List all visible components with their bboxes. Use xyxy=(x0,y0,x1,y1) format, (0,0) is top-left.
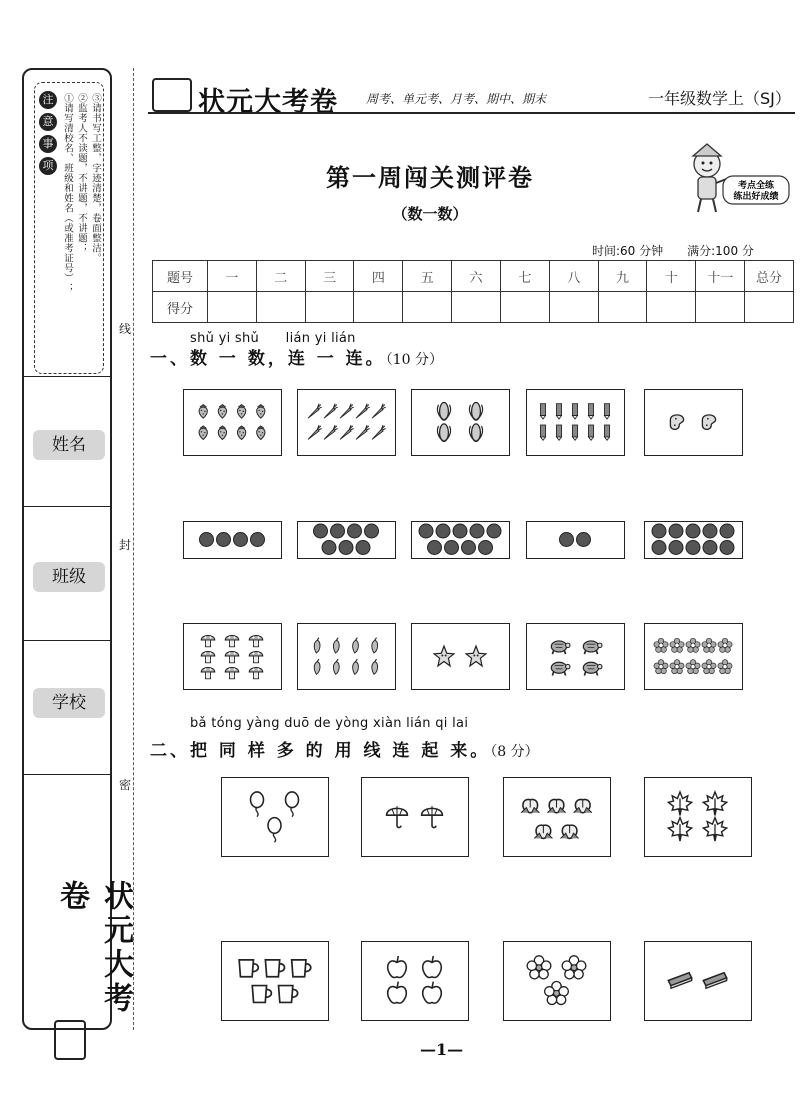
strawberry-icon xyxy=(199,405,207,419)
pencil-icon xyxy=(556,425,561,440)
pencil-icon xyxy=(604,404,609,419)
corn-icon xyxy=(469,424,482,442)
publisher-badge-icon xyxy=(152,78,192,112)
cut-line xyxy=(133,68,134,1030)
count-dot xyxy=(560,533,574,547)
dot-group xyxy=(412,522,508,557)
corn-icon xyxy=(437,403,450,421)
mushroom-icon xyxy=(201,668,215,679)
q1-title-text: 一、数 一 数，连 一 连。 xyxy=(150,349,386,369)
mushroom-icon-group xyxy=(184,624,280,688)
flower-icon xyxy=(702,660,716,674)
count-dot xyxy=(720,524,734,538)
q2-points: （8 分） xyxy=(490,744,539,760)
cup-icon xyxy=(279,986,298,1003)
q1-dot-box[interactable] xyxy=(297,521,396,559)
apple-icon xyxy=(388,956,407,978)
score-row-label: 得分 xyxy=(153,292,208,323)
q1-dot-box[interactable] xyxy=(644,521,743,559)
dot-group xyxy=(645,522,741,557)
score-cell[interactable] xyxy=(403,292,452,323)
count-dot xyxy=(652,524,666,538)
score-header-cell: 总分 xyxy=(745,261,794,292)
q2-picture-box[interactable] xyxy=(644,941,752,1021)
q1-picture-box[interactable] xyxy=(411,623,510,690)
q1-title xyxy=(150,344,443,369)
flower-icon xyxy=(702,638,716,652)
q2-picture-box[interactable] xyxy=(503,941,611,1021)
balloon-icon xyxy=(268,818,281,843)
cut-mark: 线 xyxy=(119,322,132,336)
strip-logo: 状元大考卷 xyxy=(54,880,133,1016)
strawberry-icon xyxy=(257,426,265,440)
peach-icon xyxy=(534,825,552,838)
carrot-icon xyxy=(324,425,338,439)
peanut-icon-group xyxy=(645,390,741,454)
notes-box xyxy=(34,82,104,374)
count-dot xyxy=(720,541,734,555)
score-cell[interactable] xyxy=(500,292,549,323)
score-cell[interactable] xyxy=(598,292,647,323)
cup-icon xyxy=(265,960,284,977)
flower-icon xyxy=(670,638,684,652)
count-dot xyxy=(686,541,700,555)
score-cell[interactable] xyxy=(696,292,745,323)
maple-leaf-icon xyxy=(703,792,726,815)
notes-tag: 意 xyxy=(39,113,57,131)
turtle-icon xyxy=(583,641,602,654)
count-dot xyxy=(419,524,433,538)
tagline: 周考、单元考、月考、期中、期末 xyxy=(366,92,547,106)
apple-icon xyxy=(423,956,442,978)
carrot-icon xyxy=(340,404,354,418)
starfish-icon xyxy=(434,646,454,666)
q1-picture-box[interactable] xyxy=(644,623,743,690)
score-header-cell: 五 xyxy=(403,261,452,292)
brand-title: 状元大考卷 xyxy=(198,87,338,118)
pepper-icon xyxy=(314,659,320,674)
divider xyxy=(24,640,110,641)
cup-icon xyxy=(239,960,258,977)
carrot-icon xyxy=(308,425,322,439)
carrot-icon xyxy=(372,404,386,418)
score-header-cell: 四 xyxy=(354,261,403,292)
carrot-icon xyxy=(340,425,354,439)
count-dot xyxy=(669,524,683,538)
flower-icon xyxy=(686,660,700,674)
score-table xyxy=(152,260,794,323)
strawberry-icon xyxy=(218,426,226,440)
peach-icon-group xyxy=(504,778,609,855)
score-cell[interactable] xyxy=(452,292,501,323)
count-dot xyxy=(251,533,265,547)
pencil-icon xyxy=(604,425,609,440)
q1-dot-box[interactable] xyxy=(526,521,625,559)
score-cell[interactable] xyxy=(208,292,257,323)
mushroom-icon xyxy=(225,668,239,679)
plum-blossom-icon xyxy=(545,982,569,1005)
divider xyxy=(24,774,110,775)
q1-picture-box[interactable] xyxy=(183,389,282,456)
carrot-icon xyxy=(356,404,370,418)
score-cell[interactable] xyxy=(647,292,696,323)
flower-icon xyxy=(718,660,732,674)
mascot-slogan-2: 练出好成绩 xyxy=(733,192,779,202)
count-dot xyxy=(487,524,501,538)
pencil-case-icon xyxy=(703,973,726,989)
cut-mark: 封 xyxy=(119,538,132,552)
score-header-cell: 一 xyxy=(208,261,257,292)
peach-icon xyxy=(574,799,592,812)
count-dot xyxy=(339,541,353,555)
q1-dot-box[interactable] xyxy=(411,521,510,559)
flower-icon-group xyxy=(645,624,741,688)
binding-strip xyxy=(22,68,133,1030)
carrot-icon xyxy=(324,404,338,418)
dot-group xyxy=(298,522,394,557)
count-dot xyxy=(669,541,683,555)
mascot-icon xyxy=(683,138,793,218)
flower-icon xyxy=(670,660,684,674)
flower-icon xyxy=(654,660,668,674)
pencil-icon xyxy=(540,425,545,440)
count-dot xyxy=(314,524,328,538)
pencil-case-icon-group xyxy=(645,942,750,1019)
maple-leaf-icon xyxy=(668,818,691,841)
strawberry-icon xyxy=(218,405,226,419)
maple-leaf-icon xyxy=(668,792,691,815)
pepper-icon xyxy=(333,659,339,674)
count-dot xyxy=(703,541,717,555)
divider xyxy=(24,506,110,507)
dot-group xyxy=(184,522,280,557)
turtle-icon xyxy=(551,641,570,654)
maple-leaf-icon-group xyxy=(645,778,750,855)
score-header-cell: 六 xyxy=(452,261,501,292)
strawberry-icon xyxy=(237,426,245,440)
starfish-icon-group xyxy=(412,624,508,688)
mushroom-icon xyxy=(249,668,263,679)
pencil-icon xyxy=(572,425,577,440)
count-dot xyxy=(322,541,336,555)
count-dot xyxy=(462,541,476,555)
q1-picture-box[interactable] xyxy=(297,389,396,456)
mushroom-icon xyxy=(225,636,239,647)
q1-picture-box[interactable] xyxy=(644,389,743,456)
q2-picture-box[interactable] xyxy=(503,777,611,857)
note-line: ②监考人不读题，不讲题，不讲题； xyxy=(76,93,87,253)
pencil-case-icon xyxy=(668,973,691,989)
count-dot xyxy=(445,541,459,555)
maple-leaf-icon xyxy=(703,818,726,841)
turtle-icon-group xyxy=(527,624,623,688)
cup-icon-group xyxy=(222,942,327,1019)
apple-icon xyxy=(388,982,407,1004)
carrot-icon xyxy=(356,425,370,439)
balloon-icon xyxy=(286,792,299,817)
q2-title-text: 二、把 同 样 多 的 用 线 连 起 来。 xyxy=(150,741,491,761)
pencil-icon xyxy=(572,404,577,419)
notes-tag: 事 xyxy=(39,135,57,153)
peach-icon xyxy=(547,799,565,812)
cup-icon xyxy=(252,986,271,1003)
strawberry-icon xyxy=(199,426,207,440)
name-label: 姓名 xyxy=(33,430,105,460)
balloon-icon-group xyxy=(222,778,327,855)
peach-icon xyxy=(521,799,539,812)
turtle-icon xyxy=(551,662,570,675)
score-header-cell: 三 xyxy=(305,261,354,292)
count-dot xyxy=(234,533,248,547)
q1-dot-box[interactable] xyxy=(183,521,282,559)
count-dot xyxy=(365,524,379,538)
cup-icon xyxy=(292,960,311,977)
pencil-icon xyxy=(588,404,593,419)
pencil-icon xyxy=(540,404,545,419)
grade-label: 一年级数学上（SJ） xyxy=(648,89,791,108)
count-dot xyxy=(453,524,467,538)
count-dot xyxy=(217,533,231,547)
pencil-icon xyxy=(556,404,561,419)
flower-icon xyxy=(686,638,700,652)
score-header-cell: 九 xyxy=(598,261,647,292)
peanut-icon xyxy=(670,415,683,430)
class-label: 班级 xyxy=(33,562,105,592)
pepper-icon xyxy=(372,638,378,653)
peanut-icon xyxy=(702,415,715,430)
umbrella-icon xyxy=(422,806,443,827)
q2-picture-box[interactable] xyxy=(361,777,469,857)
dot-group xyxy=(527,522,623,557)
count-dot xyxy=(428,541,442,555)
mushroom-icon xyxy=(201,652,215,663)
q1-picture-box[interactable] xyxy=(183,623,282,690)
count-dot xyxy=(703,524,717,538)
strawberry-icon xyxy=(237,405,245,419)
mushroom-icon xyxy=(201,636,215,647)
flower-icon xyxy=(718,638,732,652)
count-dot xyxy=(686,524,700,538)
plum-blossom-icon xyxy=(562,956,586,979)
pepper-icon xyxy=(372,659,378,674)
q1-points: （10 分） xyxy=(385,352,443,368)
plum-blossom-icon xyxy=(527,956,551,979)
page-subtitle: （数一数） xyxy=(392,205,468,223)
mascot xyxy=(683,138,793,218)
count-dot xyxy=(348,524,362,538)
pencil-icon-group xyxy=(527,390,623,454)
score-header-cell: 十一 xyxy=(696,261,745,292)
score-header-cell: 题号 xyxy=(153,261,208,292)
pepper-icon-group xyxy=(298,624,394,688)
page-title: 第一周闯关测评卷 xyxy=(326,163,534,192)
publisher-badge-icon xyxy=(54,1020,86,1060)
pepper-icon xyxy=(353,638,359,653)
q2-picture-box[interactable] xyxy=(221,777,329,857)
umbrella-icon-group xyxy=(362,778,467,855)
strawberry-icon-group xyxy=(184,390,280,454)
note-line: ③请书写工整，字迹清楚，卷面整洁。 xyxy=(90,93,101,263)
q2-picture-box[interactable] xyxy=(221,941,329,1021)
count-dot xyxy=(356,541,370,555)
q2-title xyxy=(150,736,539,761)
score-cell[interactable] xyxy=(745,292,794,323)
corn-icon xyxy=(469,403,482,421)
mushroom-icon xyxy=(249,652,263,663)
mushroom-icon xyxy=(249,636,263,647)
score-cell[interactable] xyxy=(549,292,598,323)
umbrella-icon xyxy=(387,806,408,827)
peach-icon xyxy=(561,825,579,838)
q1-picture-box[interactable] xyxy=(297,623,396,690)
score-header-cell: 七 xyxy=(500,261,549,292)
mushroom-icon xyxy=(225,652,239,663)
flower-icon xyxy=(654,638,668,652)
carrot-icon xyxy=(372,425,386,439)
count-dot xyxy=(470,524,484,538)
pepper-icon xyxy=(333,638,339,653)
corn-icon-group xyxy=(412,390,508,454)
school-label: 学校 xyxy=(33,688,105,718)
q2-pinyin: bǎ tóng yàng duō de yòng xiàn lián qi lai xyxy=(190,716,469,731)
score-cell[interactable] xyxy=(256,292,305,323)
pepper-icon xyxy=(353,659,359,674)
pepper-icon xyxy=(314,638,320,653)
score-cell[interactable] xyxy=(305,292,354,323)
apple-icon xyxy=(423,982,442,1004)
q1-picture-box[interactable] xyxy=(411,389,510,456)
q1-picture-box[interactable] xyxy=(526,623,625,690)
page-number: —1— xyxy=(420,1040,464,1059)
starfish-icon xyxy=(466,646,486,666)
header-rule xyxy=(148,112,795,114)
divider xyxy=(24,376,110,377)
notes-tag: 注 xyxy=(39,91,57,109)
count-dot xyxy=(331,524,345,538)
balloon-icon xyxy=(251,792,264,817)
plum-blossom-icon-group xyxy=(504,942,609,1019)
mascot-slogan-1: 考点全练 xyxy=(737,181,775,191)
pencil-icon xyxy=(588,425,593,440)
strawberry-icon xyxy=(257,405,265,419)
q1-picture-box[interactable] xyxy=(526,389,625,456)
count-dot xyxy=(652,541,666,555)
note-line: ①请写清校名、班级和姓名（或准考证号）； xyxy=(62,93,73,293)
score-header-cell: 二 xyxy=(256,261,305,292)
q1-pinyin: shǔ yi shǔ lián yi lián xyxy=(190,331,356,346)
turtle-icon xyxy=(583,662,602,675)
apple-icon-group xyxy=(362,942,467,1019)
cut-mark: 密 xyxy=(119,778,132,792)
corn-icon xyxy=(437,424,450,442)
q2-picture-box[interactable] xyxy=(644,777,752,857)
carrot-icon-group xyxy=(298,390,394,454)
count-dot xyxy=(577,533,591,547)
notes-tag: 项 xyxy=(39,157,57,175)
carrot-icon xyxy=(308,404,322,418)
time-info: 时间:60 分钟 满分:100 分 xyxy=(592,244,754,258)
q2-picture-box[interactable] xyxy=(361,941,469,1021)
score-header-cell: 八 xyxy=(549,261,598,292)
count-dot xyxy=(200,533,214,547)
count-dot xyxy=(479,541,493,555)
score-header-cell: 十 xyxy=(647,261,696,292)
score-cell[interactable] xyxy=(354,292,403,323)
count-dot xyxy=(436,524,450,538)
